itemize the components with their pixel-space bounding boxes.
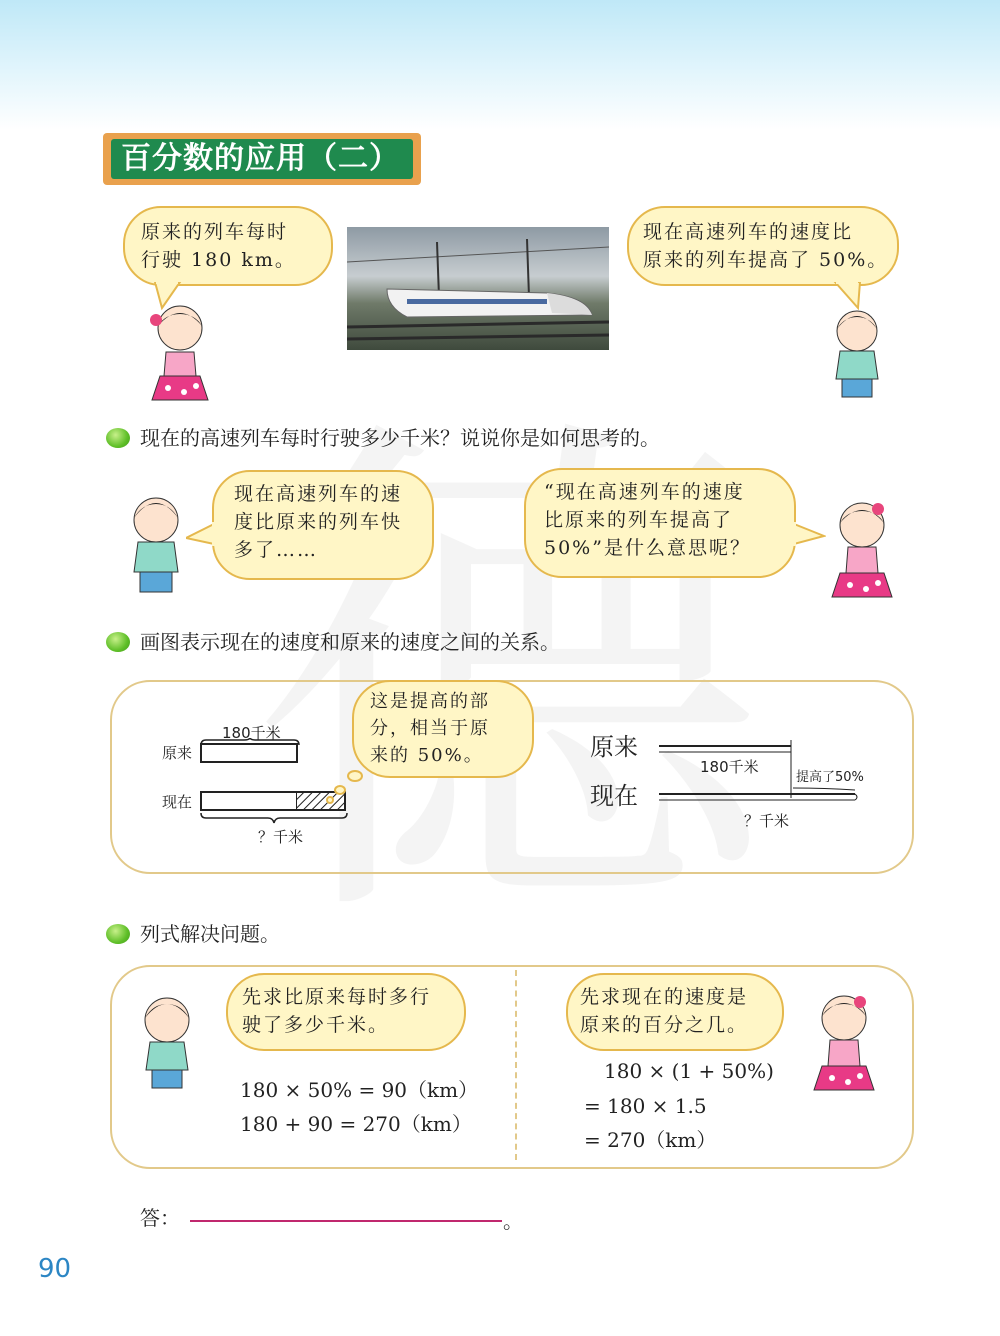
right-equation: = 270（km） xyxy=(584,1128,717,1152)
top-value-label: 180千米 xyxy=(222,724,281,742)
thought-dots xyxy=(325,770,365,805)
intro-bubble-left xyxy=(123,206,333,286)
bubble-line: 现在高速列车的速 xyxy=(234,483,403,505)
bubble-line: 先求现在的速度是 xyxy=(580,986,749,1008)
train-icon xyxy=(347,227,609,350)
left-equation: 180 × 50% = 90（km） xyxy=(240,1078,479,1102)
boy-character-icon xyxy=(122,992,222,1092)
bottom-brace xyxy=(200,812,348,824)
label-now: 现在 xyxy=(162,793,193,811)
bar-original xyxy=(200,743,298,763)
divider xyxy=(515,970,517,1160)
bottom-value-right: ？千米 xyxy=(744,812,790,830)
q1-bubble-boy xyxy=(212,470,434,580)
q1-instruction: 现在的高速列车每时行驶多少千米？说说你是如何思考的。 xyxy=(140,426,660,450)
right-equation: 180 × (1 + 50%) xyxy=(604,1059,774,1083)
answer-period: 。 xyxy=(503,1209,523,1233)
q1-bubble-girl xyxy=(524,468,796,578)
girl-character-icon xyxy=(140,300,220,405)
q3-instruction: 列式解决问题。 xyxy=(140,922,280,946)
intro-bubble-right xyxy=(627,206,899,286)
bubble-line: 分，相当于原 xyxy=(370,718,490,739)
bottom-value-label: ？千米 xyxy=(258,828,304,846)
page-number: 90 xyxy=(38,1254,72,1284)
increase-label: 提高了50% xyxy=(796,770,864,785)
bubble-line: 来的 50%。 xyxy=(370,745,484,766)
bubble-line: 多了…… xyxy=(234,539,319,561)
girl-character-icon xyxy=(820,495,905,603)
answer-blank[interactable] xyxy=(190,1220,502,1222)
section-title-text: 百分数的应用（二） xyxy=(111,139,413,179)
bullet-icon xyxy=(106,632,130,652)
thought-bubble xyxy=(352,680,534,778)
high-speed-train-photo xyxy=(347,227,609,350)
bubble-line: “现在高速列车的速度 xyxy=(544,481,745,503)
girl-character-icon xyxy=(800,990,890,1096)
bullet-icon xyxy=(106,924,130,944)
bubble-line: 先求比原来每时多行 xyxy=(242,986,432,1008)
label-original: 原来 xyxy=(162,744,193,762)
bubble-line: 50%”是什么意思呢？ xyxy=(544,537,751,559)
right-equation: = 180 × 1.5 xyxy=(584,1094,707,1118)
bubble-line: 比原来的列车提高了 xyxy=(544,509,734,531)
answer-label: 答： xyxy=(140,1206,180,1230)
bubble-line: 行驶 180 km。 xyxy=(141,249,296,271)
mid-value-label: 180千米 xyxy=(700,758,759,776)
header-band xyxy=(0,0,1000,130)
bubble-line: 驶了多少千米。 xyxy=(242,1014,390,1036)
section-title xyxy=(103,133,421,185)
left-equation: 180 + 90 = 270（km） xyxy=(240,1112,472,1136)
bubble-line: 原来的列车每时 xyxy=(141,221,289,243)
boy-character-icon xyxy=(118,490,193,600)
boy-character-icon xyxy=(822,305,892,400)
bubble-line: 这是提高的部 xyxy=(370,691,490,712)
bubble-line: 现在高速列车的速度比 xyxy=(643,221,854,243)
q3-right-bubble xyxy=(566,973,784,1051)
label-original-right: 原来 xyxy=(590,733,638,761)
bubble-line: 度比原来的列车快 xyxy=(234,511,403,533)
q2-instruction: 画图表示现在的速度和原来的速度之间的关系。 xyxy=(140,630,560,654)
bubble-line: 原来的百分之几。 xyxy=(580,1014,749,1036)
bubble-line: 原来的列车提高了 50%。 xyxy=(643,249,889,271)
label-now-right: 现在 xyxy=(590,782,638,810)
bullet-icon xyxy=(106,428,130,448)
q3-left-bubble xyxy=(226,973,466,1051)
